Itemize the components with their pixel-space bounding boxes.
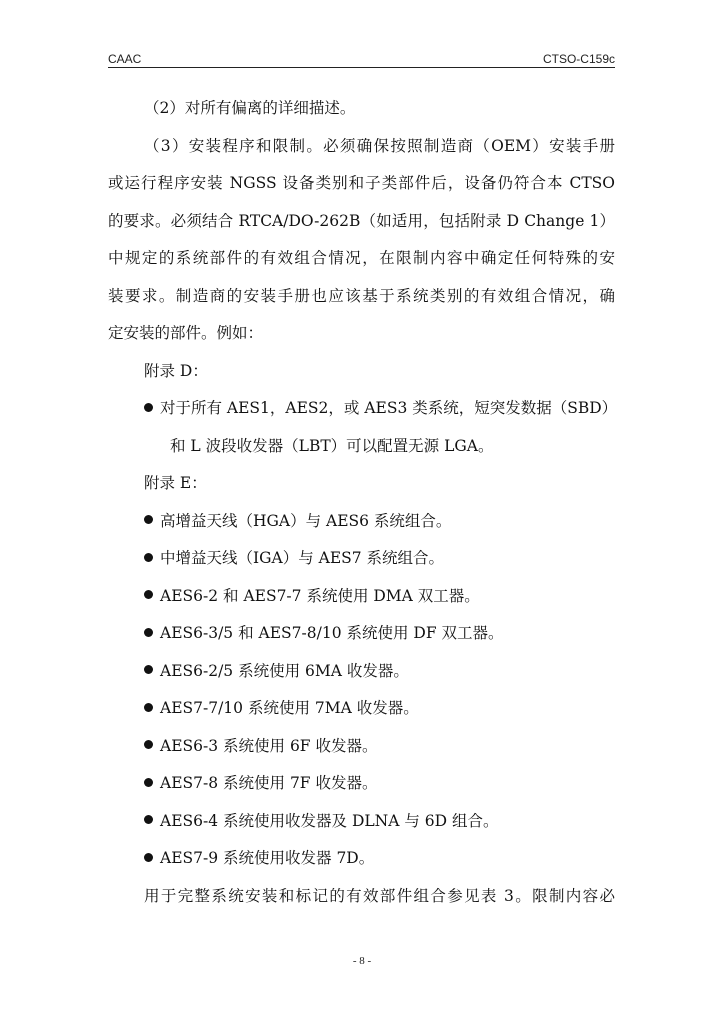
bullet-icon	[144, 403, 153, 412]
appendix-e-label: 附录 E：	[144, 474, 207, 492]
bullet-icon	[144, 853, 153, 862]
list-item	[108, 503, 615, 541]
list-item	[108, 690, 615, 728]
para3-line5: 装要求。制造商的安装手册也应该基于系统类别的有效组合情况，确	[108, 286, 615, 305]
list-item-text: AES7-9 系统使用收发器 7D。	[160, 849, 375, 867]
list-item-text: AES6-2/5 系统使用 6MA 收发器。	[160, 661, 409, 680]
list-item	[108, 803, 615, 841]
bullet-icon	[144, 515, 153, 524]
page-number: - 8 -	[352, 955, 372, 967]
document-body	[108, 90, 618, 915]
list-item-text: AES6-3 系统使用 6F 收发器。	[160, 736, 378, 755]
bullet-icon	[144, 590, 153, 599]
list-item-text: AES7-8 系统使用 7F 收发器。	[160, 774, 378, 792]
list-item	[108, 540, 615, 578]
bullet-icon	[144, 628, 153, 637]
header-org: CAAC	[108, 52, 142, 66]
appendix-d-bullet-text-2: 和 L 波段收发器（LBT）可以配置无源 LGA。	[170, 436, 494, 455]
list-item-text: 中增益天线（IGA）与 AES7 系统组合。	[160, 549, 445, 567]
para3-line3: 的要求。必须结合 RTCA/DO-262B（如适用，包括附录 D Change 1）	[108, 211, 615, 230]
list-item	[108, 578, 615, 616]
list-item	[108, 615, 615, 653]
closing-line: 用于完整系统安装和标记的有效部件组合参见表 3。限制内容必	[144, 886, 615, 905]
para3-line4: 中规定的系统部件的有效组合情况，在限制内容中确定任何特殊的安	[108, 249, 615, 267]
header-rule	[108, 67, 615, 68]
bullet-icon	[144, 778, 153, 787]
bullet-icon	[144, 665, 153, 674]
para3-line2: 或运行程序安装 NGSS 设备类别和子类部件后，设备仍符合本 CTSO	[108, 174, 615, 192]
item-2: （2）对所有偏离的详细描述。	[144, 99, 356, 117]
para3-line6: 定安装的部件。例如：	[108, 324, 264, 342]
list-item	[108, 765, 615, 803]
header-doc-id: CTSO-C159c	[542, 52, 615, 66]
appendix-d-label: 附录 D：	[144, 361, 208, 380]
list-item	[108, 840, 615, 878]
list-item-text: AES6-3/5 和 AES7-8/10 系统使用 DF 双工器。	[160, 624, 504, 642]
bullet-icon	[144, 703, 153, 712]
bullet-icon	[144, 553, 153, 562]
para3-line1: （3）安装程序和限制。必须确保按照制造商（OEM）安装手册	[144, 136, 615, 155]
list-item	[108, 653, 615, 691]
list-item-text: AES6-2 和 AES7-7 系统使用 DMA 双工器。	[160, 586, 480, 605]
bullet-icon	[144, 815, 153, 824]
appendix-d-bullet	[108, 390, 618, 428]
bullet-icon	[144, 740, 153, 749]
list-item-text: AES6-4 系统使用收发器及 DLNA 与 6D 组合。	[160, 811, 499, 830]
list-item	[108, 728, 615, 766]
appendix-d-bullet-text-1: 对于所有 AES1，AES2，或 AES3 类系统，短突发数据（SBD）	[160, 399, 618, 417]
list-item-text: AES7-7/10 系统使用 7MA 收发器。	[160, 699, 419, 717]
list-item-text: 高增益天线（HGA）与 AES6 系统组合。	[160, 511, 452, 530]
